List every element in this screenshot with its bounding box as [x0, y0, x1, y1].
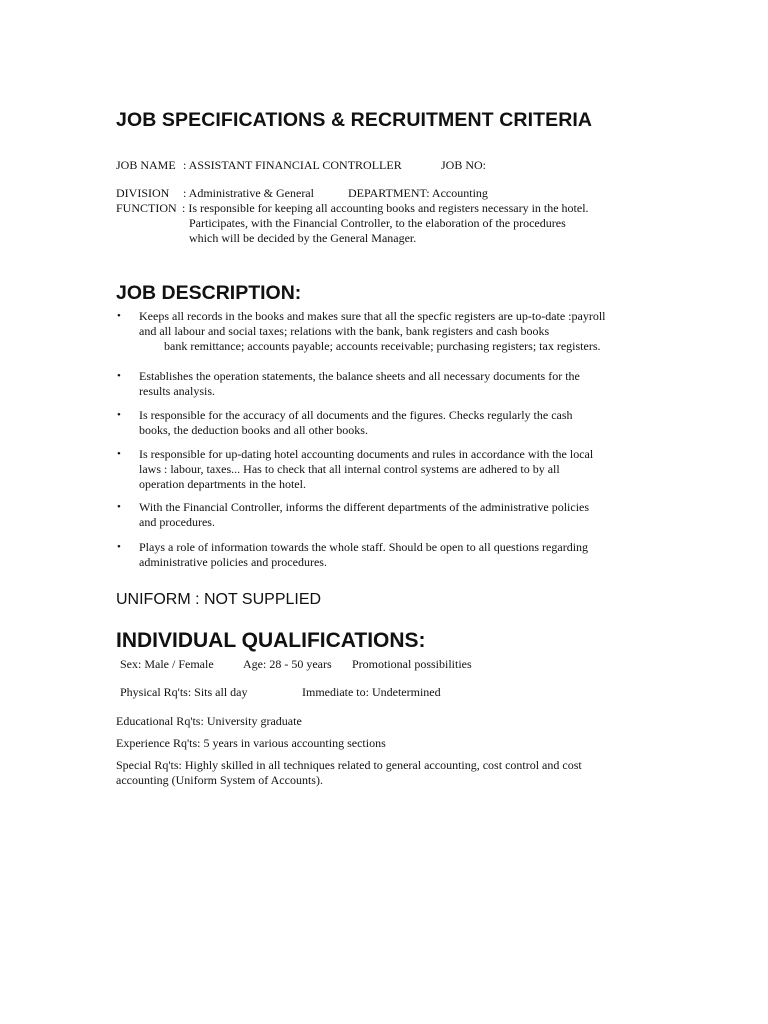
- qualifications-heading: INDIVIDUAL QUALIFICATIONS:: [116, 629, 426, 652]
- list-item-line: Is responsible for the accuracy of all documents and the figures. Checks regularly the cash: [139, 408, 573, 422]
- list-item-line: Establishes the operation statements, the balance sheets and all necessary documents for the: [139, 369, 580, 383]
- job-description-heading: JOB DESCRIPTION:: [116, 282, 302, 304]
- bullet-icon: •: [117, 501, 121, 513]
- bullet-icon: •: [117, 370, 121, 382]
- experience-requirement: Experience Rq'ts: 5 years in various accounting sections: [116, 736, 386, 750]
- list-item-line: and procedures.: [139, 515, 215, 529]
- bullet-icon: •: [117, 409, 121, 421]
- division-value: : Administrative & General: [183, 186, 314, 200]
- list-item-line: operation departments in the hotel.: [139, 477, 306, 491]
- list-item-line: With the Financial Controller, informs the different departments of the administrative policies: [139, 500, 590, 514]
- job-name-label: JOB NAME: [116, 158, 176, 172]
- division-label: DIVISION: [116, 186, 170, 200]
- special-requirement-line: accounting (Uniform System of Accounts).: [116, 773, 323, 787]
- list-item-line: laws : labour, taxes... Has to check that all internal control systems are adhered to by all: [139, 462, 560, 476]
- list-item-line: books, the deduction books and all other books.: [139, 423, 368, 437]
- list-item-line: and all labour and social taxes; relations with the bank, bank registers and cash books: [139, 324, 550, 338]
- list-item-line: results analysis.: [139, 384, 215, 398]
- list-item-line: Keeps all records in the books and makes sure that all the specfic registers are up-to-date :payroll: [139, 309, 606, 323]
- function-line: : Is responsible for keeping all accounting books and registers necessary in the hotel.: [182, 201, 589, 215]
- educational-requirement: Educational Rq'ts: University graduate: [116, 714, 302, 728]
- physical-requirement: Physical Rq'ts: Sits all day: [120, 685, 248, 699]
- list-item-line: bank remittance; accounts payable; accounts receivable; purchasing registers; tax registers.: [164, 339, 601, 353]
- list-item-line: Is responsible for up-dating hotel accounting documents and rules in accordance with the local: [139, 447, 594, 461]
- job-no-label: JOB NO:: [441, 158, 487, 172]
- immediate-to: Immediate to: Undetermined: [302, 685, 441, 699]
- bullet-icon: •: [117, 310, 121, 322]
- department-label: DEPARTMENT: Accounting: [348, 186, 488, 200]
- list-item-line: administrative policies and procedures.: [139, 555, 327, 569]
- uniform-heading: UNIFORM : NOT SUPPLIED: [116, 591, 322, 608]
- function-line: Participates, with the Financial Controller, to the elaboration of the procedures: [189, 216, 566, 230]
- page-title: JOB SPECIFICATIONS & RECRUITMENT CRITERIA: [116, 109, 593, 131]
- function-line: which will be decided by the General Manager.: [189, 231, 417, 245]
- list-item-line: Plays a role of information towards the whole staff. Should be open to all questions regarding: [139, 540, 589, 554]
- special-requirement-line: Special Rq'ts: Highly skilled in all techniques related to general accounting, cost control and cost: [116, 758, 582, 772]
- sex-requirement: Sex: Male / Female: [120, 657, 214, 671]
- bullet-icon: •: [117, 541, 121, 553]
- promotional-possibilities: Promotional possibilities: [352, 657, 472, 671]
- age-requirement: Age: 28 - 50 years: [243, 657, 332, 671]
- bullet-icon: •: [117, 448, 121, 460]
- function-label: FUNCTION: [116, 201, 177, 215]
- job-name-value: : ASSISTANT FINANCIAL CONTROLLER: [183, 158, 402, 172]
